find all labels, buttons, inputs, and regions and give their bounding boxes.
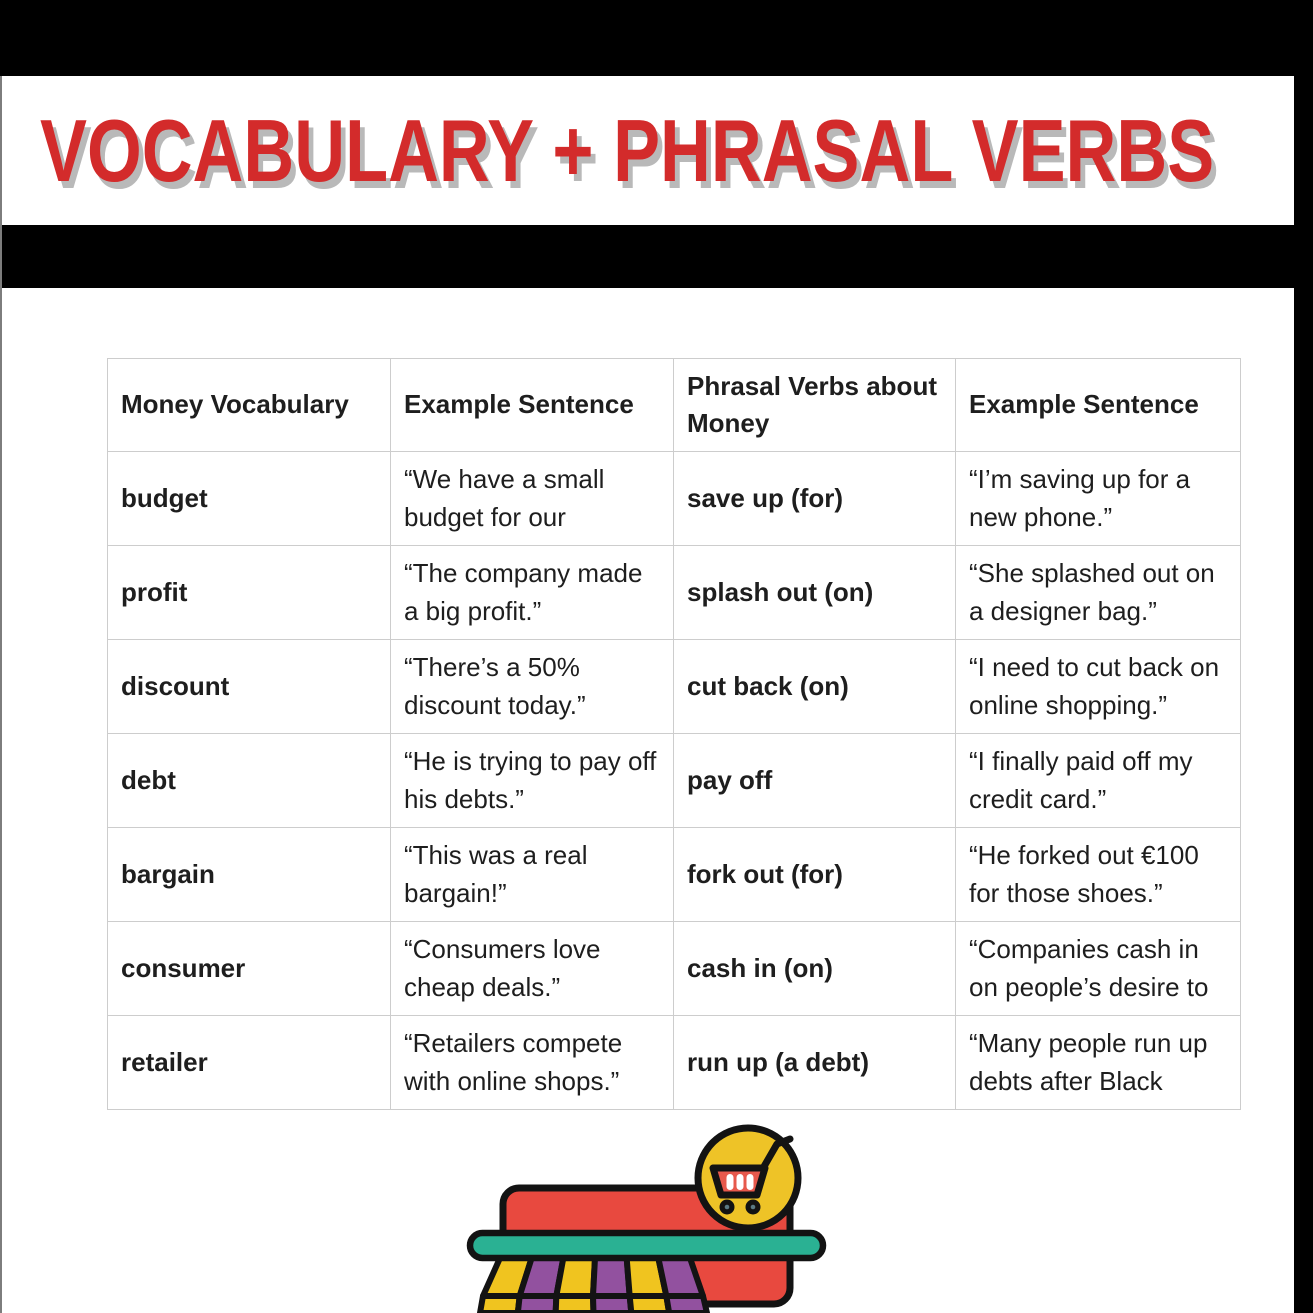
header-money-vocabulary: Money Vocabulary — [108, 359, 391, 452]
vocab-term: discount — [108, 640, 391, 734]
vocab-table-body — [108, 452, 1241, 1110]
vocab-example: “The company made a big profit.” — [391, 546, 674, 640]
table-row — [108, 640, 1241, 734]
table-row — [108, 922, 1241, 1016]
awning-stripe-lower — [480, 1296, 520, 1313]
header-example-sentence-1: Example Sentence — [391, 359, 674, 452]
vocab-term: bargain — [108, 828, 391, 922]
vocab-term: profit — [108, 546, 391, 640]
phrasal-verb: cash in (on) — [674, 922, 956, 1016]
header-example-sentence-2: Example Sentence — [956, 359, 1241, 452]
phrasal-verb: save up (for) — [674, 452, 956, 546]
phrasal-example: “I finally paid off my credit card.” — [956, 734, 1241, 828]
page-left-border — [0, 76, 2, 1313]
vocab-example: “We have a small budget for our — [391, 452, 674, 546]
vocab-table — [107, 358, 1241, 1110]
cart-slot — [737, 1174, 744, 1190]
divider-black-band — [0, 225, 1313, 288]
table-header-row — [108, 359, 1241, 452]
cart-wheel-hub — [751, 1205, 756, 1210]
vocab-example: “He is trying to pay off his debts.” — [391, 734, 674, 828]
awning-stripe — [556, 1258, 595, 1296]
vocab-example: “There’s a 50% discount today.” — [391, 640, 674, 734]
phrasal-example: “I need to cut back on online shopping.” — [956, 640, 1241, 734]
header-phrasal-verbs: Phrasal Verbs about Money — [674, 359, 956, 452]
top-black-bar — [0, 0, 1313, 76]
phrasal-verb: splash out (on) — [674, 546, 956, 640]
cart-wheel-hub — [725, 1205, 730, 1210]
vocab-term: consumer — [108, 922, 391, 1016]
awning-stripe-lower — [630, 1296, 670, 1313]
page-title: VOCABULARY + PHRASAL VERBS — [40, 100, 1215, 200]
awning-stripe-lower — [666, 1296, 707, 1313]
vocab-term: debt — [108, 734, 391, 828]
phrasal-example: “She splashed out on a designer bag.” — [956, 546, 1241, 640]
shop-illustration-svg — [445, 1122, 835, 1313]
phrasal-example: “Many people run up debts after Black — [956, 1016, 1241, 1110]
phrasal-verb: run up (a debt) — [674, 1016, 956, 1110]
table-row — [108, 452, 1241, 546]
main-content — [2, 288, 1294, 1313]
cart-slot — [747, 1174, 754, 1190]
awning-stripe-lower — [556, 1296, 594, 1313]
right-black-strip — [1294, 0, 1313, 1313]
awning-stripe-lower — [518, 1296, 557, 1313]
vocab-example: “This was a real bargain!” — [391, 828, 674, 922]
phrasal-verb: cut back (on) — [674, 640, 956, 734]
table-row — [108, 734, 1241, 828]
table-row — [108, 828, 1241, 922]
phrasal-example: “Companies cash in on people’s desire to — [956, 922, 1241, 1016]
vocab-example: “Retailers compete with online shops.” — [391, 1016, 674, 1110]
vocab-term: retailer — [108, 1016, 391, 1110]
awning-stripe-lower — [593, 1296, 631, 1313]
title-band — [2, 76, 1294, 225]
phrasal-verb: fork out (for) — [674, 828, 956, 922]
phrasal-example: “I’m saving up for a new phone.” — [956, 452, 1241, 546]
vocab-example: “Consumers love cheap deals.” — [391, 922, 674, 1016]
cart-slot — [727, 1174, 734, 1190]
awning — [480, 1258, 707, 1313]
table-row — [108, 1016, 1241, 1110]
vocab-term: budget — [108, 452, 391, 546]
awning-bar — [470, 1233, 823, 1258]
phrasal-example: “He forked out €100 for those shoes.” — [956, 828, 1241, 922]
phrasal-verb: pay off — [674, 734, 956, 828]
table-row — [108, 546, 1241, 640]
shop-illustration — [445, 1122, 835, 1313]
